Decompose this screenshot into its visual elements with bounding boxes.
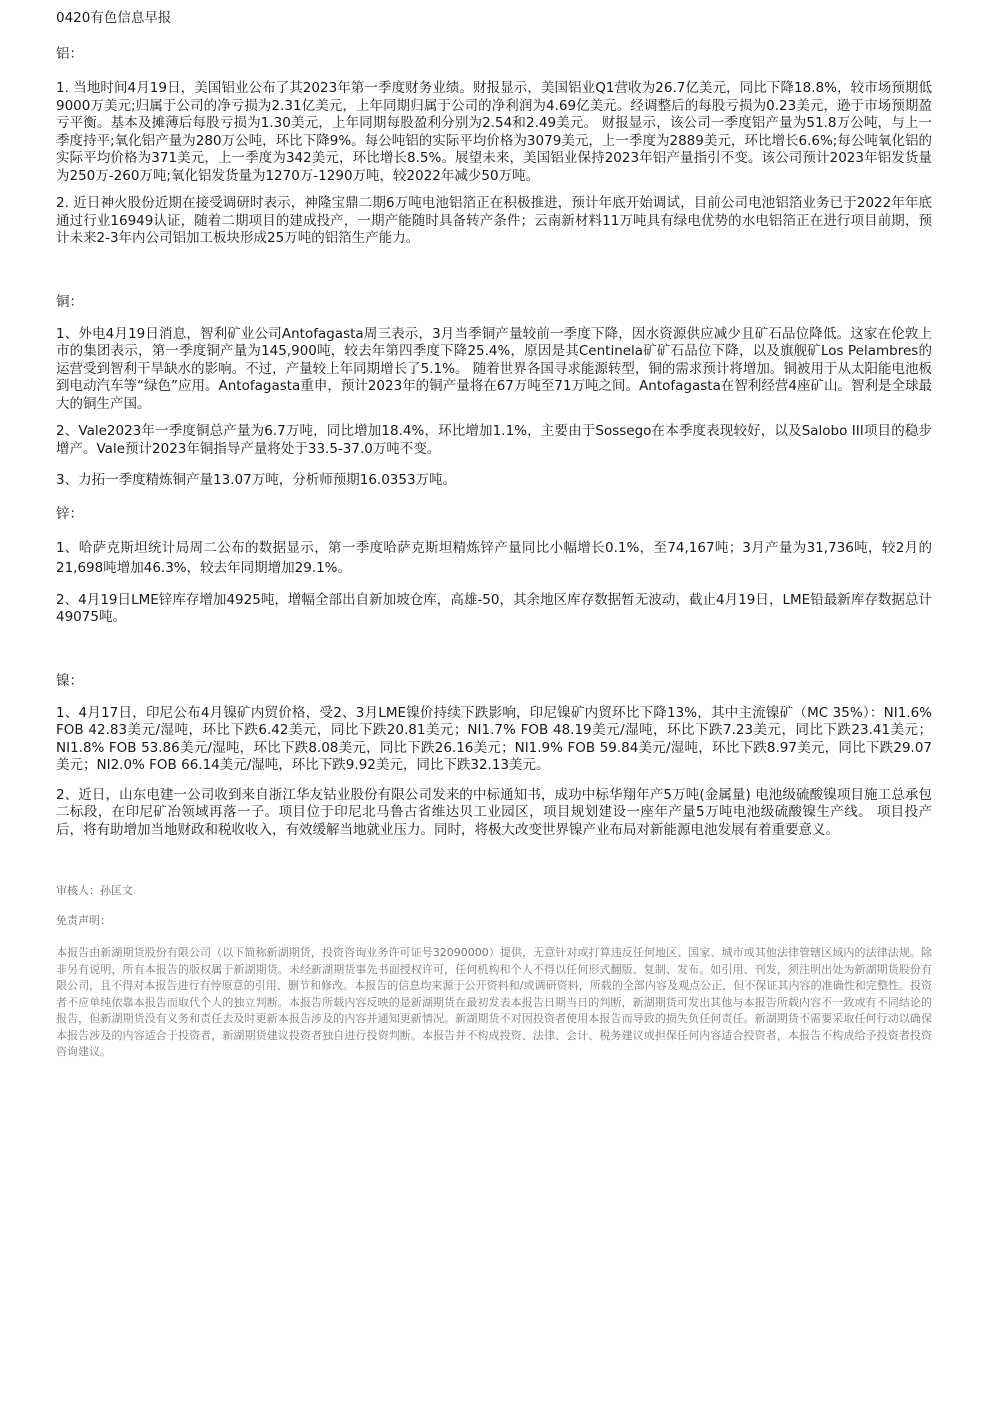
aluminum-item-1: 1. 当地时间4月19日，美国铝业公布了其2023年第一季度财务业绩。财报显示，美国铝业Q1营收为26.7亿美元，同比下降18.8%，较市场预期低9000万美元;归属于公司的净亏损为2.31亿美元，上年同期归属于公司的净利润为4.69亿美元。经调整后的每股亏损为0.23美元，逊于市场预期盈亏平衡。基本及摊薄后每股亏损为1.30美元，上年同期每股盈利分别为2.54和2.49美元。 财报显示，该公司一季度铝产量为51.8万公吨，与上一季度持平;氧化铝产量为280万公吨，环比下降9%。每公吨铝的实际平均价格为3079美元，上一季度为2889美元，环比增长6.6%;每公吨氧化铝的实际平均价格为371美元，上一季度为342美元，环比增长8.5%。展望未来，美国铝业保持2023年铝产量指引不变。该公司预计2023年铝发货量为250万-260万吨;氧化铝发货量为1270万-1290万吨，较2022年减少50万吨。: [56, 80, 932, 184]
nickel-item-1: 1、4月17日，印尼公布4月镍矿内贸价格，受2、3月LME镍价持续下跌影响，印尼镍矿内贸环比下降13%，其中主流镍矿（MC 35%）：NI1.6% FOB 42.83美元/湿吨，环比下跌6.42美元，同比下跌20.81美元；NI1.7% FOB 48.19美元/湿吨，环比下跌7.23美元，同比下跌23.41美元；NI1.8% FOB 53.86美元/湿吨，环比下跌8.08美元，同比下跌26.16美元；NI1.9% FOB 59.84美元/湿吨，环比下跌8.97美元，同比下跌29.07美元；NI2.0% FOB 66.14美元/湿吨，环比下跌9.92美元，同比下跌32.13美元。: [56, 704, 932, 773]
section-heading-aluminum: 铝：: [56, 46, 83, 62]
disclaimer-heading: 免责声明：: [56, 914, 111, 927]
zinc-item-1: 1、哈萨克斯坦统计局周二公布的数据显示，第一季度哈萨克斯坦精炼锌产量同比小幅增长0.1%，至74,167吨；3月产量为31,736吨，较2月的21,698吨增加46.3%，较去年同期增加29.1%。: [56, 539, 932, 576]
section-heading-nickel: 镍：: [56, 672, 83, 689]
section-heading-copper: 铜：: [56, 293, 83, 310]
copper-item-1: 1、外电4月19日消息，智利矿业公司Antofagasta周三表示，3月当季铜产量较前一季度下降，因水资源供应减少且矿石品位降低。这家在伦敦上市的集团表示，第一季度铜产量为145,900吨，较去年第四季度下降25.4%，原因是其Centinela矿矿石品位下降，以及旗舰矿Los Pelambres的运营受到智利干旱缺水的影响。不过，产量较上年同期增长了5.1%。 随着世界各国寻求能源转型，铜的需求预计将增加。铜被用于从太阳能电池板到电动汽车等“绿色”应用。Antofagasta重申，预计2023年的铜产量将在67万吨至71万吨之间。Antofagasta在智利经营4座矿山。智利是全球最大的铜生产国。: [56, 325, 932, 412]
aluminum-item-2: 2. 近日神火股份近期在接受调研时表示，神隆宝鼎二期6万吨电池铝箔正在积极推进，预计年底开始调试，目前公司电池铝箔业务已于2022年年底通过行业16949认证，随着二期项目的建成投产，一期产能随时具备转产条件；云南新材料11万吨具有绿电优势的水电铝箔正在进行项目前期，预计未来2-3年内公司铝加工板块形成25万吨的铝箔生产能力。: [56, 195, 932, 246]
section-heading-zinc: 锌：: [56, 505, 83, 522]
document-title: 0420有色信息早报: [56, 10, 172, 26]
copper-item-2: 2、Vale2023年一季度铜总产量为6.7万吨，同比增加18.4%，环比增加1.1%，主要由于Sossego在本季度表现较好，以及Salobo III项目的稳步增产。Vale预计2023年铜指导产量将处于33.5-37.0万吨不变。: [56, 423, 932, 457]
nickel-item-2: 2、近日，山东电建一公司收到来自浙江华友钴业股份有限公司发来的中标通知书，成功中标华翔年产5万吨(金属量) 电池级硫酸镍项目施工总承包二标段，在印尼矿冶领域再落一子。项目位于印尼北马鲁古省维达贝工业园区，项目规划建设一座年产量5万吨电池级硫酸镍生产线。 项目投产后，将有助增加当地财政和税收收入，有效缓解当地就业压力。同时，将极大改变世界镍产业布局对新能源电池发展有着重要意义。: [56, 786, 932, 838]
reviewer-line: 审核人：孙匡文: [56, 884, 133, 897]
disclaimer-text: 本报告由新湖期货股份有限公司（以下简称新湖期货，投资咨询业务许可证号32090000）提供，无意针对或打算违反任何地区、国家、城市或其他法律管辖区域内的法律法规。除非另有说明，所有本报告的版权属于新湖期货。未经新湖期货事先书面授权许可，任何机构和个人不得以任何形式翻版、复制、发布。如引用、刊发，须注明出处为新湖期货股份有限公司，且不得对本报告进行有悖原意的引用、删节和修改。本报告的信息均来源于公开资料和/或调研资料，所载的全部内容及观点公正，但不保证其内容的准确性和完整性。投资者不应单纯依靠本报告而取代个人的独立判断。本报告所载内容反映的是新湖期货在最初发表本报告日期当日的判断，新湖期货可发出其他与本报告所载内容不一致或有不同结论的报告，但新湖期货没有义务和责任去及时更新本报告涉及的内容并通知更新情况。新湖期货不对因投资者使用本报告而导致的损失负任何责任。新湖期货不需要采取任何行动以确保本报告涉及的内容适合于投资者，新湖期货建议投资者独自进行投资判断。本报告并不构成投资、法律、会计、税务建议或担保任何内容适合投资者，本报告不构成给予投资者投资咨询建议。: [56, 946, 932, 1058]
zinc-item-2: 2、4月19日LME锌库存增加4925吨，增幅全部出自新加坡仓库，高雄-50，其余地区库存数据暂无波动，截止4月19日，LME铅最新库存数据总计49075吨。: [56, 591, 932, 625]
copper-item-3: 3、力拓一季度精炼铜产量13.07万吨，分析师预期16.0353万吨。: [56, 472, 457, 488]
